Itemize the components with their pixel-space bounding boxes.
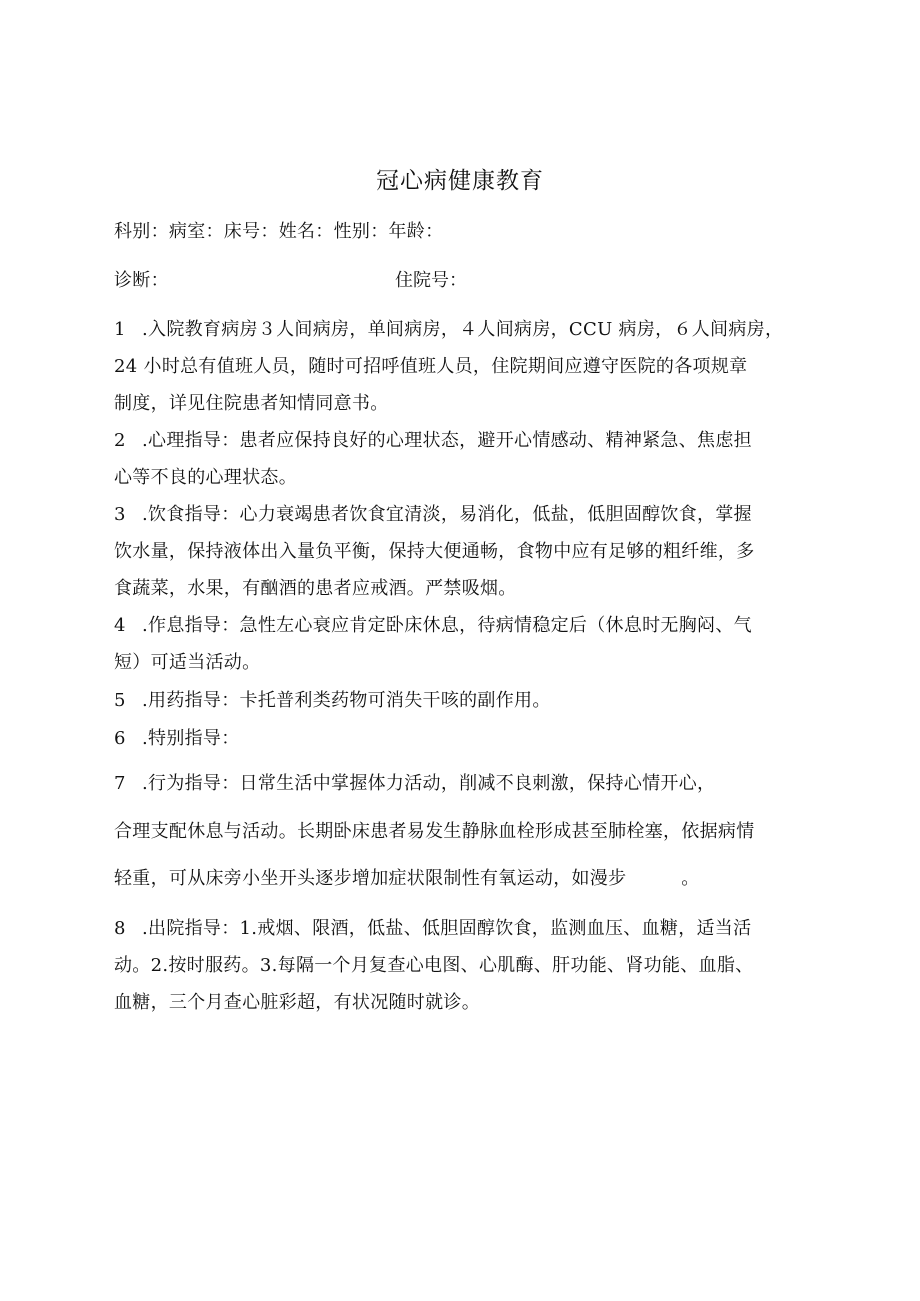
- section-5-number: 5: [114, 690, 126, 711]
- section-8-line-3: 血糖，三个月查心脏彩超，有状况随时就诊。: [114, 992, 480, 1013]
- section-2-number: 2: [114, 430, 126, 451]
- section-8-line-1: 8 .出院指导：1.戒烟、限酒，低盐、低胆固醇饮食，监测血压、血糖，适当活: [114, 918, 752, 939]
- section-2-line-2: 心等不良的心理状态。: [114, 467, 297, 488]
- patient-info-line: 科别：病室：床号：姓名：性别：年龄：: [114, 221, 444, 242]
- section-3-line-1: 3 .饮食指导：心力衰竭患者饮食宜清淡，易消化，低盐，低胆固醇饮食，掌握: [114, 504, 752, 525]
- section-2-line-1: 2 .心理指导：患者应保持良好的心理状态，避开心情感动、精神紧急、焦虑担: [114, 430, 752, 451]
- section-7-number: 7: [114, 773, 126, 794]
- section-7-line-1: 7 .行为指导：日常生活中掌握体力活动，削减不良刺激，保持心情开心，: [114, 773, 716, 794]
- section-3-line-2: 饮水量，保持液体出入量负平衡，保持大便通畅，食物中应有足够的粗纤维，多: [114, 541, 755, 562]
- section-4-line-1: 4 .作息指导：急性左心衰应肯定卧床休息，待病情稳定后（休息时无胸闷、气: [114, 615, 752, 636]
- section-8-number: 8: [114, 918, 126, 939]
- diagnosis-label: 诊断：: [114, 270, 169, 291]
- document-title: 冠心病健康教育: [376, 168, 544, 194]
- section-8-line-2: 动。2.按时服药。3.每隔一个月复查心电图、心肌酶、肝功能、肾功能、血脂、: [114, 955, 754, 976]
- section-6-line-1: 6 .特别指导：: [114, 728, 240, 749]
- section-7-line-2: 合理支配休息与活动。长期卧床患者易发生静脉血栓形成甚至肺栓塞，依据病情: [114, 821, 755, 842]
- section-7-line-3: 轻重，可从床旁小坐开头逐步增加症状限制性有氧运动，如漫步 。: [114, 868, 700, 889]
- section-3-number: 3: [114, 504, 126, 525]
- section-6-number: 6: [114, 728, 126, 749]
- section-1-line-3: 制度，详见住院患者知情同意书。: [114, 393, 389, 414]
- section-1-number: 1: [114, 319, 126, 340]
- section-3-line-3: 食蔬菜，水果，有酗酒的患者应戒酒。严禁吸烟。: [114, 578, 517, 599]
- section-1-line-2: 24 小时总有值班人员，随时可招呼值班人员，住院期间应遵守医院的各项规章: [114, 356, 748, 377]
- admission-number-label: 住院号：: [395, 270, 467, 291]
- section-4-number: 4: [114, 615, 126, 636]
- section-4-line-2: 短）可适当活动。: [114, 652, 261, 673]
- section-5-line-1: 5 .用药指导：卡托普利类药物可消失干咳的副作用。: [114, 690, 551, 711]
- section-1-line-1: 1 .入院教育病房３人间病房，单间病房，４人间病房，CCU 病房，６人间病房，: [114, 319, 784, 340]
